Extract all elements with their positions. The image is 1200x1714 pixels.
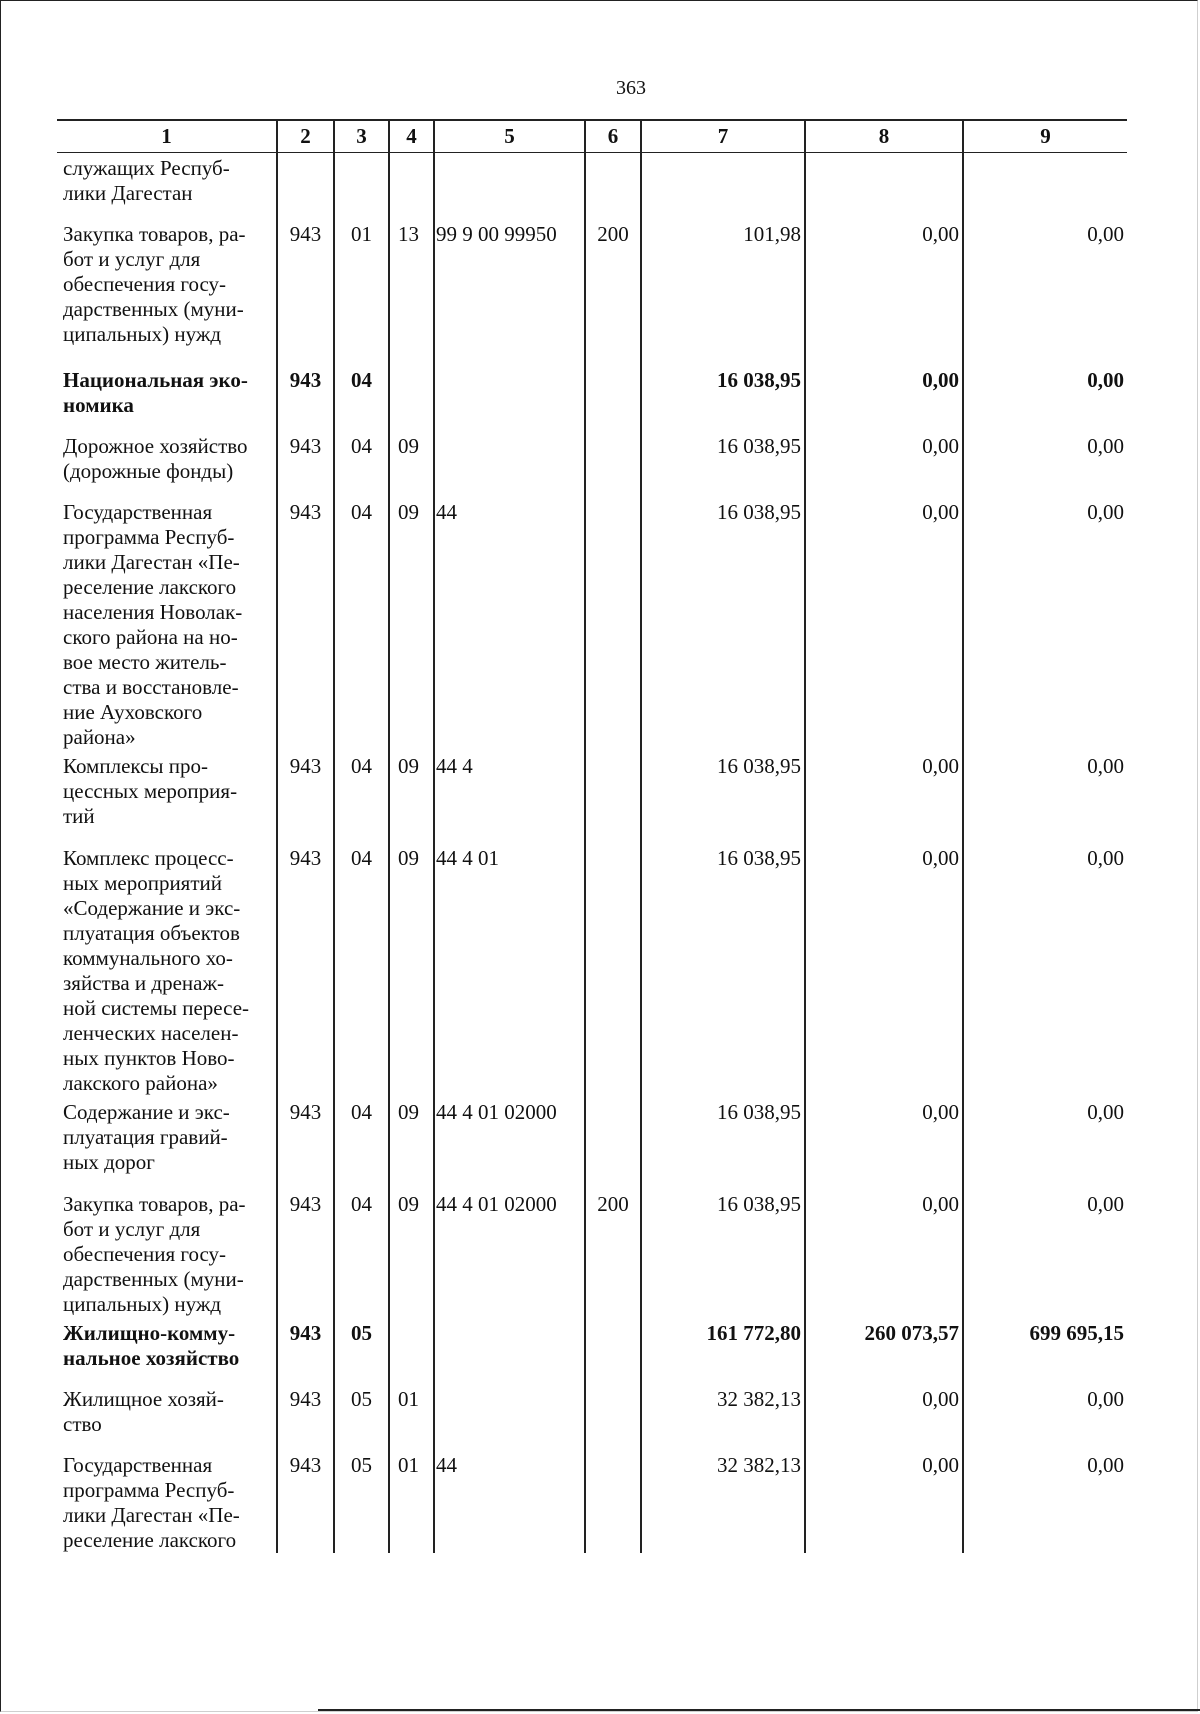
row-name	[57, 750, 277, 842]
cell-section: 04	[334, 1096, 389, 1188]
cell-amount-col7: 161 772,80	[641, 1317, 805, 1383]
cell-amount-col7: 16 038,95	[641, 1096, 805, 1188]
cell-amount-col7: 32 382,13	[641, 1383, 805, 1449]
cell-target-article	[434, 430, 585, 496]
column-header: 3	[334, 120, 389, 153]
cell-amount-col8: 0,00	[805, 218, 963, 364]
cell-section: 04	[334, 364, 389, 430]
column-header: 4	[389, 120, 434, 153]
cell-section: 05	[334, 1383, 389, 1449]
row-name	[57, 1383, 277, 1449]
cell-amount-col7: 16 038,95	[641, 842, 805, 1096]
row-name	[57, 430, 277, 496]
table-row	[57, 1317, 1127, 1383]
cell-section: 04	[334, 496, 389, 750]
column-header: 6	[585, 120, 641, 153]
cell-target-article	[434, 1383, 585, 1449]
cell-amount-col8: 0,00	[805, 430, 963, 496]
table-row	[57, 1383, 1127, 1449]
cell-amount-col9: 0,00	[963, 750, 1127, 842]
row-name-text: Государственная программа Респуб- лики Дагестан «Пе- реселение лакского населения Новолак- ского района на но- вое место житель- ства и восстановле- ние Ауховского района»	[63, 500, 243, 749]
cell-ministry: 943	[277, 1383, 334, 1449]
cell-expense-type: 200	[585, 1188, 641, 1317]
row-name	[57, 1096, 277, 1188]
cell-amount-col7: 16 038,95	[641, 364, 805, 430]
cell-amount-col8: 0,00	[805, 842, 963, 1096]
cell-amount-col7	[641, 153, 805, 219]
cell-expense-type	[585, 842, 641, 1096]
cell-amount-col7: 16 038,95	[641, 750, 805, 842]
cell-subsection: 09	[389, 842, 434, 1096]
cell-ministry: 943	[277, 1188, 334, 1317]
cell-expense-type	[585, 153, 641, 219]
table-row	[57, 430, 1127, 496]
cell-ministry: 943	[277, 496, 334, 750]
cell-subsection: 09	[389, 496, 434, 750]
cell-target-article: 44	[434, 496, 585, 750]
row-name-text: Закупка товаров, ра- бот и услуг для обеспечения госу- дарственных (муни- ципальных) нужд	[63, 222, 246, 346]
cell-subsection	[389, 364, 434, 430]
cell-amount-col7: 101,98	[641, 218, 805, 364]
cell-amount-col8: 0,00	[805, 1188, 963, 1317]
cell-ministry	[277, 153, 334, 219]
column-header: 1	[57, 120, 277, 153]
cell-amount-col9: 0,00	[963, 218, 1127, 364]
bottom-rule	[318, 1709, 1200, 1711]
cell-amount-col7: 16 038,95	[641, 496, 805, 750]
cell-ministry: 943	[277, 1449, 334, 1553]
cell-subsection: 01	[389, 1383, 434, 1449]
table-row	[57, 218, 1127, 364]
cell-subsection: 09	[389, 1188, 434, 1317]
row-name-text: Национальная эко- номика	[63, 368, 248, 417]
table-row	[57, 1096, 1127, 1188]
cell-amount-col9	[963, 153, 1127, 219]
row-name	[57, 496, 277, 750]
cell-amount-col8: 0,00	[805, 364, 963, 430]
row-name-text: Жилищное хозяй- ство	[63, 1387, 224, 1436]
cell-amount-col9: 0,00	[963, 1096, 1127, 1188]
cell-amount-col8: 0,00	[805, 496, 963, 750]
row-name-text: Комплекс процесс- ных мероприятий «Содержание и экс- плуатация объектов коммунального хо- зяйства и дренаж- ной системы пересе- ленческих населен- ных пунктов Ново- лакского района»	[63, 846, 250, 1095]
row-name	[57, 1317, 277, 1383]
cell-ministry: 943	[277, 1096, 334, 1188]
cell-ministry: 943	[277, 1317, 334, 1383]
cell-amount-col9: 0,00	[963, 364, 1127, 430]
cell-amount-col8: 0,00	[805, 1449, 963, 1553]
cell-ministry: 943	[277, 364, 334, 430]
cell-ministry: 943	[277, 842, 334, 1096]
cell-target-article: 99 9 00 99950	[434, 218, 585, 364]
cell-subsection: 01	[389, 1449, 434, 1553]
cell-amount-col9: 0,00	[963, 496, 1127, 750]
column-header: 7	[641, 120, 805, 153]
cell-amount-col7: 32 382,13	[641, 1449, 805, 1553]
cell-target-article: 44	[434, 1449, 585, 1553]
cell-expense-type	[585, 430, 641, 496]
cell-amount-col8	[805, 153, 963, 219]
table-header-row	[57, 120, 1127, 153]
cell-amount-col9: 699 695,15	[963, 1317, 1127, 1383]
cell-target-article	[434, 153, 585, 219]
cell-expense-type	[585, 364, 641, 430]
cell-subsection: 09	[389, 1096, 434, 1188]
table-row	[57, 496, 1127, 750]
table-row	[57, 1449, 1127, 1553]
cell-section: 04	[334, 750, 389, 842]
cell-ministry: 943	[277, 218, 334, 364]
cell-target-article: 44 4 01 02000	[434, 1188, 585, 1317]
cell-target-article	[434, 364, 585, 430]
cell-expense-type	[585, 1096, 641, 1188]
cell-section: 04	[334, 842, 389, 1096]
cell-section: 05	[334, 1317, 389, 1383]
table-row	[57, 750, 1127, 842]
cell-section: 04	[334, 1188, 389, 1317]
row-name-text: Государственная программа Респуб- лики Дагестан «Пе- реселение лакского	[63, 1453, 240, 1552]
row-name-text: Комплексы про- цессных мероприя- тий	[63, 754, 238, 828]
cell-amount-col9: 0,00	[963, 430, 1127, 496]
cell-amount-col9: 0,00	[963, 1383, 1127, 1449]
cell-subsection: 13	[389, 218, 434, 364]
column-header: 2	[277, 120, 334, 153]
cell-target-article: 44 4 01	[434, 842, 585, 1096]
cell-amount-col8: 0,00	[805, 1383, 963, 1449]
column-header: 9	[963, 120, 1127, 153]
table-row	[57, 364, 1127, 430]
cell-target-article	[434, 1317, 585, 1383]
cell-ministry: 943	[277, 430, 334, 496]
row-name	[57, 842, 277, 1096]
cell-amount-col9: 0,00	[963, 1449, 1127, 1553]
row-name	[57, 218, 277, 364]
row-name-text: Дорожное хозяйство (дорожные фонды)	[63, 434, 248, 483]
row-name-text: служащих Респуб- лики Дагестан	[63, 156, 230, 205]
cell-section	[334, 153, 389, 219]
cell-section: 04	[334, 430, 389, 496]
table-row	[57, 842, 1127, 1096]
cell-amount-col8: 0,00	[805, 750, 963, 842]
cell-expense-type	[585, 750, 641, 842]
page-number: 363	[616, 77, 646, 99]
table-row	[57, 153, 1127, 219]
cell-target-article: 44 4 01 02000	[434, 1096, 585, 1188]
budget-table	[57, 119, 1127, 1553]
cell-subsection: 09	[389, 430, 434, 496]
column-header: 5	[434, 120, 585, 153]
cell-expense-type: 200	[585, 218, 641, 364]
cell-amount-col8: 0,00	[805, 1096, 963, 1188]
cell-subsection	[389, 1317, 434, 1383]
cell-ministry: 943	[277, 750, 334, 842]
cell-amount-col9: 0,00	[963, 1188, 1127, 1317]
cell-section: 01	[334, 218, 389, 364]
row-name-text: Содержание и экс- плуатация гравий- ных дорог	[63, 1100, 230, 1174]
cell-expense-type	[585, 496, 641, 750]
cell-subsection	[389, 153, 434, 219]
table-row	[57, 1188, 1127, 1317]
cell-expense-type	[585, 1317, 641, 1383]
cell-amount-col9: 0,00	[963, 842, 1127, 1096]
cell-target-article: 44 4	[434, 750, 585, 842]
row-name	[57, 153, 277, 219]
cell-section: 05	[334, 1449, 389, 1553]
cell-subsection: 09	[389, 750, 434, 842]
cell-amount-col7: 16 038,95	[641, 430, 805, 496]
row-name	[57, 1188, 277, 1317]
row-name-text: Жилищно-комму- нальное хозяйство	[63, 1321, 240, 1370]
row-name-text: Закупка товаров, ра- бот и услуг для обеспечения госу- дарственных (муни- ципальных) нужд	[63, 1192, 246, 1316]
cell-amount-col7: 16 038,95	[641, 1188, 805, 1317]
column-header: 8	[805, 120, 963, 153]
cell-expense-type	[585, 1449, 641, 1553]
cell-amount-col8: 260 073,57	[805, 1317, 963, 1383]
row-name	[57, 364, 277, 430]
row-name	[57, 1449, 277, 1553]
cell-expense-type	[585, 1383, 641, 1449]
